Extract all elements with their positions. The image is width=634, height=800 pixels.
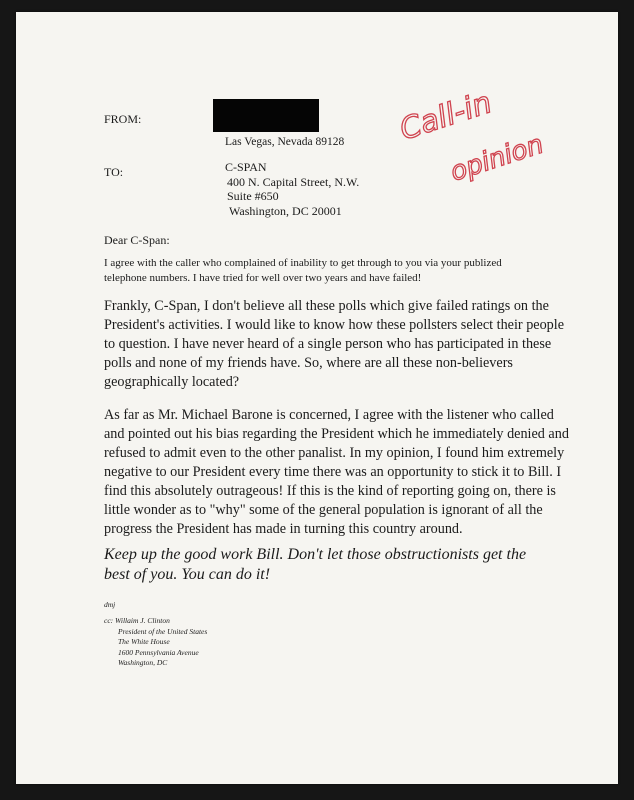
cc-line: President of the United States <box>118 626 208 636</box>
to-address-line: C-SPAN <box>225 160 267 174</box>
to-address <box>225 160 359 218</box>
to-address-line: Suite #650 <box>227 189 279 203</box>
typist-initials: dmj <box>104 600 116 609</box>
handwritten-note-line: Call-in <box>395 85 497 148</box>
to-label: TO: <box>104 165 124 179</box>
from-label: FROM: <box>104 112 142 126</box>
paragraph-1: I agree with the caller who complained of inability to get through to you via your publized telephone numbers. I have tried for well over two years and have failed! <box>104 257 502 284</box>
from-city: Las Vegas, Nevada 89128 <box>225 136 345 148</box>
handwritten-note-line: opinion <box>446 129 548 188</box>
paragraph-2: Frankly, C-Span, I don't believe all these polls which give failed ratings on the President's activities. I would like to know how these pollsters select their people to question. I have never heard of a single person who has participated in these polls and none of my friends have. So, where are all these non-believers geographically located? <box>104 298 565 390</box>
salutation: Dear C-Span: <box>104 233 170 247</box>
cc-block <box>104 616 207 669</box>
to-address-line: 400 N. Capital Street, N.W. <box>227 174 360 189</box>
letter-page <box>16 12 618 784</box>
paragraph-3: As far as Mr. Michael Barone is concerned, I agree with the listener who called and pointed out his bias regarding the President which he immediately denied and refused to admit even to the other panalist. In my opinion, I found him extremely negative to our President every time there was an opportunity to stick it to Bill. I find this absolutely outrageous! If this is the kind of reporting going on, there is little wonder as to "why" some of the general population is ignorant of all the progress the President has made in turning this country around. <box>104 407 569 537</box>
handwritten-note <box>376 78 606 198</box>
closing-line: Keep up the good work Bill. Don't let those obstructionists get the best of you. You can do it! <box>104 546 527 583</box>
cc-line: The White House <box>118 637 170 646</box>
cc-line: 1600 Pennsylvania Avenue <box>118 647 199 657</box>
cc-line: Washington, DC <box>118 658 168 667</box>
to-address-line: Washington, DC 20001 <box>229 203 342 218</box>
cc-line: cc: Willaim J. Clinton <box>104 616 170 625</box>
redacted-sender-name <box>213 99 319 132</box>
